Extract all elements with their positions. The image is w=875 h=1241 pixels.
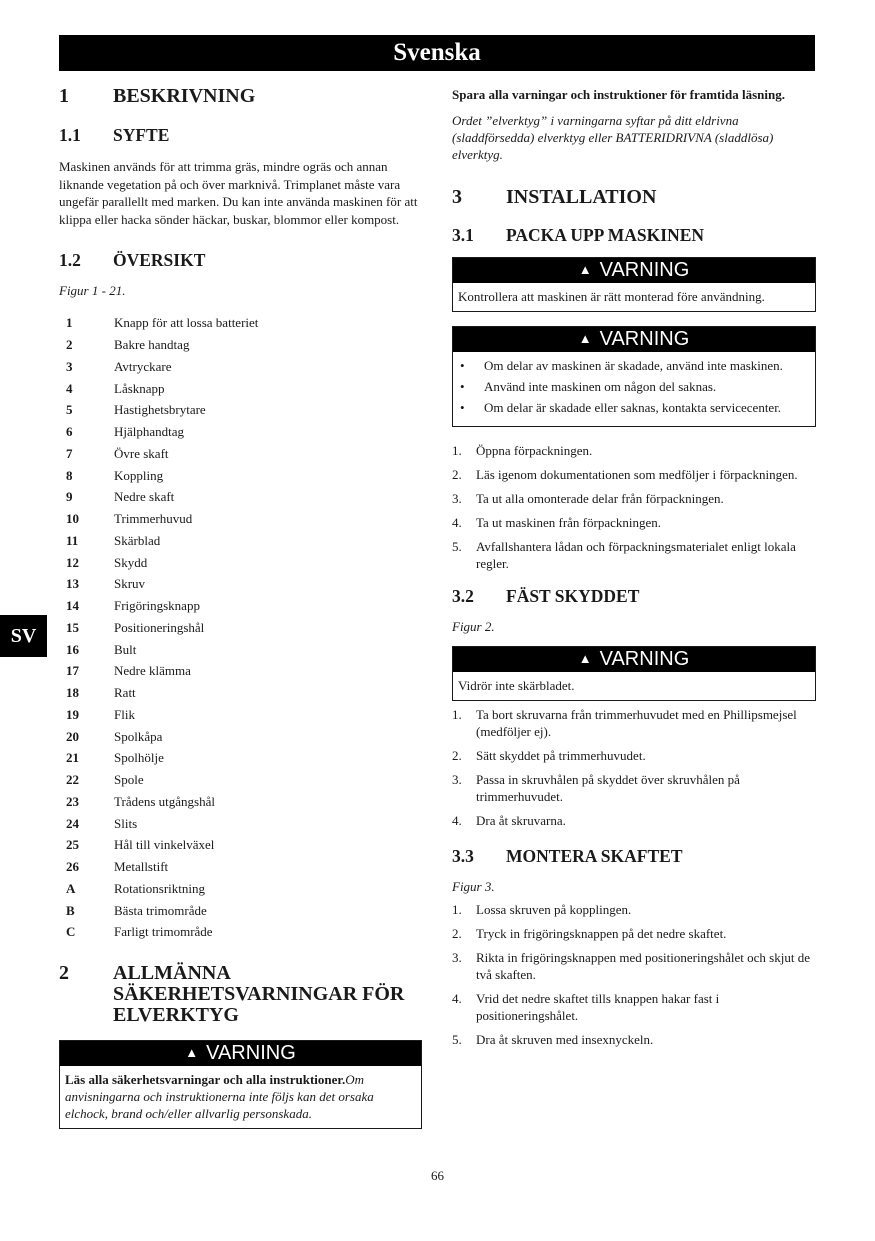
step-text: Ta bort skruvarna från trimmerhuvudet med en Phillipsmejsel (medföljer ej). — [476, 707, 797, 739]
legend-label: Hjälphandtag — [114, 424, 185, 440]
shaft-steps — [452, 901, 816, 1048]
section-title: BESKRIVNING — [113, 85, 256, 107]
legend-row — [59, 900, 422, 922]
legend-row — [59, 312, 422, 334]
legend-key: C — [66, 924, 76, 940]
legend-row — [59, 834, 422, 856]
step-text: Tryck in frigöringsknappen på det nedre skaftet. — [476, 926, 727, 941]
legend-label: Trådens utgångshål — [114, 793, 215, 809]
warning-body — [60, 1066, 421, 1128]
warning-label: VARNING — [599, 328, 690, 350]
legend-key: 21 — [66, 750, 79, 766]
step-number: 2. — [452, 926, 462, 941]
right-column — [452, 86, 816, 1055]
subsection-number: 3.2 — [452, 586, 474, 606]
step-number: 5. — [452, 1032, 462, 1047]
subsection-number: 1.1 — [59, 125, 81, 145]
subsection-number: 3.3 — [452, 846, 474, 866]
legend-key: 15 — [66, 619, 79, 635]
step-number: 1. — [452, 707, 462, 722]
subsection-1-1-heading — [59, 125, 422, 145]
section-number: 1 — [59, 85, 69, 107]
step-item — [452, 901, 816, 918]
step-number: 2. — [452, 467, 462, 482]
legend-label: Skärblad — [114, 532, 161, 548]
legend-key: 7 — [66, 445, 73, 461]
legend-label: Farligt trimområde — [114, 924, 213, 940]
step-item — [452, 990, 816, 1024]
legend-label: Frigöringsknapp — [114, 598, 200, 614]
step-number: 1. — [452, 902, 462, 917]
legend-row — [59, 704, 422, 726]
subsection-3-2-heading — [452, 586, 816, 606]
subsection-title: MONTERA SKAFTET — [506, 846, 683, 866]
legend-label: Bakre handtag — [114, 337, 190, 353]
step-text: Dra åt skruvarna. — [476, 813, 566, 828]
purpose-paragraph: Maskinen används för att trimma gräs, mindre ogräs och annan liknande vegetation på och över marknivå. Trimplanet måste vara ungefär parallellt med marken. Du kan inte använda maskinen för att klippa eller hacka sönder häckar, buskar, blommor eller kompost. — [59, 159, 418, 227]
legend-key: 17 — [66, 663, 79, 679]
legend-row — [59, 595, 422, 617]
legend-row — [59, 443, 422, 465]
warning-header — [60, 1041, 421, 1066]
legend-row — [59, 573, 422, 595]
subsection-title: PACKA UPP MASKINEN — [506, 225, 705, 245]
page-number: 66 — [431, 1168, 444, 1183]
legend-row — [59, 682, 422, 704]
step-text: Ta ut alla omonterade delar från förpackningen. — [476, 491, 724, 506]
warning-triangle-icon: ▲ — [185, 1045, 199, 1061]
legend-label: Skydd — [114, 554, 148, 570]
legend-key: 25 — [66, 837, 79, 853]
warning-bullet — [458, 357, 810, 374]
step-text: Lossa skruven på kopplingen. — [476, 902, 632, 917]
legend-row — [59, 856, 422, 878]
step-text: Öppna förpackningen. — [476, 443, 593, 458]
legend-key: 23 — [66, 793, 79, 809]
legend-label: Positioneringshål — [114, 619, 205, 635]
warning-body: Kontrollera att maskinen är rätt monterad före användning. — [458, 289, 765, 304]
legend-key: 18 — [66, 685, 79, 701]
step-text: Sätt skyddet på trimmerhuvudet. — [476, 748, 646, 763]
bullet-text: Om delar av maskinen är skadade, använd inte maskinen. — [484, 358, 783, 373]
legend-label: Metallstift — [114, 859, 169, 875]
legend-label: Låsknapp — [114, 380, 165, 396]
legend-key: 22 — [66, 772, 79, 788]
safety-warning-box — [59, 1040, 422, 1129]
legend-label: Flik — [114, 706, 135, 722]
warning-header — [453, 647, 815, 672]
step-number: 2. — [452, 748, 462, 763]
warning-triangle-icon: ▲ — [578, 331, 592, 346]
subsection-title: FÄST SKYDDET — [506, 586, 640, 606]
figure-reference: Figur 3. — [452, 879, 495, 894]
step-item — [452, 925, 816, 942]
section-title: INSTALLATION — [506, 186, 657, 208]
bullet-text: Om delar är skadade eller saknas, kontakta servicecenter. — [484, 400, 782, 415]
legend-label: Hål till vinkelväxel — [114, 837, 215, 853]
legend-label: Rotationsriktning — [114, 880, 205, 896]
legend-label: Nedre klämma — [114, 663, 191, 679]
warning-triangle-icon: ▲ — [578, 262, 592, 277]
section-3-heading — [452, 186, 816, 208]
legend-key: 26 — [66, 859, 79, 875]
step-text: Rikta in frigöringsknappen med positioneringshålet och skjut de två skaften. — [476, 950, 810, 982]
legend-key: A — [66, 880, 76, 896]
legend-row — [59, 769, 422, 791]
step-item — [452, 490, 816, 507]
subsection-1-2-heading — [59, 250, 422, 270]
guard-steps — [452, 706, 816, 829]
legend-row — [59, 660, 422, 682]
step-number: 4. — [452, 991, 462, 1006]
legend-row — [59, 552, 422, 574]
subsection-number: 1.2 — [59, 250, 81, 271]
legend-row — [59, 878, 422, 900]
assembly-warning-box — [452, 257, 816, 312]
subsection-3-1-heading — [452, 225, 816, 245]
step-number: 5. — [452, 539, 462, 554]
subsection-title: ÖVERSIKT — [113, 250, 206, 271]
language-side-tab: SV — [0, 615, 47, 657]
legend-label: Slits — [114, 815, 138, 831]
legend-key: 9 — [66, 489, 73, 505]
legend-label: Avtryckare — [114, 358, 172, 374]
power-tool-definition: Ordet ”elverktyg” i varningarna syftar på ditt eldrivna (sladdförsedda) elverktyg eller BATTERIDRIVNA (sladdlösa) elverktyg. — [452, 113, 774, 162]
legend-label: Hastighetsbrytare — [114, 402, 206, 418]
legend-row — [59, 747, 422, 769]
section-number: 3 — [452, 186, 462, 208]
legend-label: Övre skaft — [114, 445, 169, 461]
legend-label: Trimmerhuvud — [114, 511, 193, 527]
legend-row — [59, 508, 422, 530]
legend-key: 1 — [66, 315, 73, 331]
legend-key: 3 — [66, 358, 73, 374]
unpack-steps — [452, 442, 816, 572]
legend-row — [59, 726, 422, 748]
legend-label: Knapp för att lossa batteriet — [114, 315, 259, 331]
legend-key: 19 — [66, 706, 79, 722]
legend-key: 2 — [66, 337, 73, 353]
step-item — [452, 538, 816, 572]
step-text: Vrid det nedre skaftet tills knappen hakar fast i positioneringshålet. — [476, 991, 720, 1023]
legend-key: 11 — [66, 532, 79, 548]
warning-bullet — [458, 378, 810, 395]
left-column — [59, 85, 422, 1129]
step-number: 1. — [452, 443, 462, 458]
legend-key: 24 — [66, 815, 79, 831]
warning-bold-text: Läs alla säkerhetsvarningar och alla instruktioner. — [65, 1072, 346, 1088]
legend-key: 20 — [66, 728, 79, 744]
legend-row — [59, 356, 422, 378]
legend-label: Spolhölje — [114, 750, 164, 766]
warning-label: VARNING — [599, 259, 690, 281]
legend-row — [59, 639, 422, 661]
legend-label: Bult — [114, 641, 137, 657]
legend-row — [59, 465, 422, 487]
step-text: Ta ut maskinen från förpackningen. — [476, 515, 661, 530]
warning-italic-text: Om anvisningarna och instruktionerna inte följs kan det orsaka elchock, brand och/eller allvarlig personskada. — [65, 1072, 374, 1122]
legend-label: Skruv — [114, 576, 146, 592]
subsection-title: SYFTE — [113, 125, 170, 145]
step-item — [452, 514, 816, 531]
warning-label: VARNING — [206, 1042, 296, 1065]
step-item — [452, 706, 816, 740]
parts-legend — [59, 312, 422, 943]
legend-label: Bästa trimområde — [114, 902, 207, 918]
blade-warning-box — [452, 646, 816, 701]
legend-row — [59, 334, 422, 356]
legend-key: 6 — [66, 424, 73, 440]
legend-key: 13 — [66, 576, 79, 592]
legend-key: 14 — [66, 598, 79, 614]
save-instructions-note: Spara alla varningar och instruktioner för framtida läsning. — [452, 87, 785, 102]
bullet-text: Använd inte maskinen om någon del saknas. — [484, 379, 717, 394]
legend-row — [59, 921, 422, 943]
legend-row — [59, 421, 422, 443]
subsection-number: 3.1 — [452, 225, 474, 245]
legend-row — [59, 813, 422, 835]
subsection-3-3-heading — [452, 846, 816, 866]
legend-key: 16 — [66, 641, 79, 657]
legend-label: Koppling — [114, 467, 164, 483]
step-text: Passa in skruvhålen på skyddet över skruvhålen på trimmerhuvudet. — [476, 772, 740, 804]
legend-label: Nedre skaft — [114, 489, 175, 505]
legend-row — [59, 399, 422, 421]
figure-reference: Figur 2. — [452, 619, 495, 634]
bullet-dot-icon: • — [460, 358, 465, 373]
warning-body — [453, 352, 815, 426]
language-banner: Svenska — [59, 35, 815, 71]
step-item — [452, 949, 816, 983]
step-number: 4. — [452, 813, 462, 828]
step-item — [452, 812, 816, 829]
legend-label: Ratt — [114, 685, 136, 701]
step-number: 3. — [452, 950, 462, 965]
warning-label: VARNING — [599, 648, 690, 670]
legend-row — [59, 617, 422, 639]
legend-key: 4 — [66, 380, 73, 396]
damaged-parts-warning-box — [452, 326, 816, 427]
legend-row — [59, 530, 422, 552]
warning-header — [453, 258, 815, 283]
legend-key: 12 — [66, 554, 79, 570]
legend-key: 10 — [66, 511, 79, 527]
step-text: Läs igenom dokumentationen som medföljer i förpackningen. — [476, 467, 798, 482]
legend-row — [59, 378, 422, 400]
legend-label: Spole — [114, 772, 144, 788]
step-number: 3. — [452, 491, 462, 506]
warning-triangle-icon: ▲ — [578, 651, 592, 666]
step-item — [452, 1031, 816, 1048]
step-item — [452, 747, 816, 764]
warning-bullet — [458, 399, 810, 416]
bullet-dot-icon: • — [460, 400, 465, 415]
legend-key: B — [66, 902, 75, 918]
step-number: 3. — [452, 772, 462, 787]
legend-key: 5 — [66, 402, 73, 418]
step-item — [452, 466, 816, 483]
step-text: Dra åt skruven med insexnyckeln. — [476, 1032, 654, 1047]
step-item — [452, 442, 816, 459]
step-text: Avfallshantera lådan och förpackningsmaterialet enligt lokala regler. — [476, 539, 796, 571]
warning-header — [453, 327, 815, 352]
warning-body: Vidrör inte skärbladet. — [458, 678, 575, 693]
section-number: 2 — [59, 962, 69, 985]
bullet-dot-icon: • — [460, 379, 465, 394]
step-number: 4. — [452, 515, 462, 530]
legend-row — [59, 486, 422, 508]
figure-reference: Figur 1 - 21. — [59, 283, 126, 299]
legend-key: 8 — [66, 467, 73, 483]
section-2-heading — [59, 963, 422, 1026]
step-item — [452, 771, 816, 805]
legend-row — [59, 791, 422, 813]
section-1-heading — [59, 85, 422, 107]
legend-label: Spolkåpa — [114, 728, 163, 744]
section-title: ALLMÄNNA SÄKERHETSVARNINGAR FÖR ELVERKTYG — [113, 962, 405, 1027]
